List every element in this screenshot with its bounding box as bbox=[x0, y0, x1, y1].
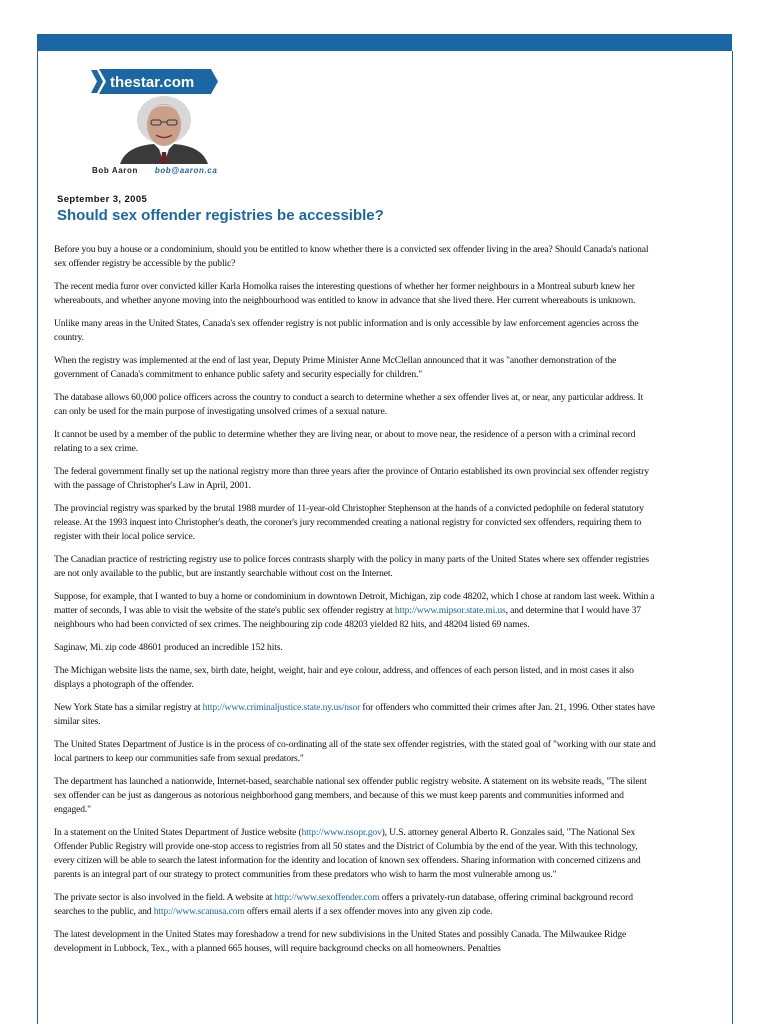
paragraph: The latest development in the United States may foreshadow a trend for new subdivisions in the United States and possibly Canada. The Milwaukee Ridge development in Lubbock, Tex., with a planned 665 houses, will require background checks on all homeowners. Penalties bbox=[54, 929, 627, 954]
paragraph bbox=[54, 891, 658, 919]
paragraph bbox=[54, 701, 658, 729]
paragraph: When the registry was implemented at the end of last year, Deputy Prime Minister Anne McClellan announced that it was "another demonstration of the government of Canada's commitment to enhance public safety and security especially for children." bbox=[54, 355, 617, 380]
paragraph: Saginaw, Mi. zip code 48601 produced an incredible 152 hits. bbox=[54, 642, 283, 653]
nsopr-link[interactable]: http://www.nsopr.gov bbox=[301, 827, 382, 838]
paragraph-text: for offenders who committed their crimes after Jan. 21, 1996. Other states have similar sites. bbox=[54, 702, 655, 727]
paragraph: The United States Department of Justice is in the process of co-ordinating all of the state sex offender registries, with the stated goal of "working with our state and local partners to keep our communities safe from sexual predators." bbox=[54, 739, 656, 764]
paragraph-text: The private sector is also involved in the field. A website at bbox=[54, 892, 275, 903]
paragraph-text: New York State has a similar registry at bbox=[54, 702, 203, 713]
article-headline: Should sex offender registries be accessible? bbox=[57, 207, 384, 224]
paragraph bbox=[54, 826, 658, 882]
author-email-link[interactable]: bob@aaron.ca bbox=[154, 166, 218, 175]
scanusa-link[interactable]: http://www.scanusa.com bbox=[153, 906, 245, 917]
paragraph-text: , and determine that I would have 37 neighbours who had been convicted of sex crimes. The neighbouring zip code 48203 yielded 82 hits, and 48204 listed 69 names. bbox=[54, 605, 641, 630]
paragraph: The database allows 60,000 police officers across the country to conduct a search to determine whether a sex offender lives at, or near, any particular address. It can only be used for the main purpose of investigating unsolved crimes of a sexual nature. bbox=[54, 392, 644, 417]
paragraph-text: ), U.S. attorney general Alberto R. Gonzales said, "The National Sex Offender Public Registry will provide one-stop access to registries from all 50 states and the District of Columbia by the end of the year. With this technology, every citizen will be able to search the latest information for the identity and location of known sex offenders. Sharing information with concerned citizens and parents is an integral part of our strategy to protect communities from these predators who wish to harm the most vulnerable among us." bbox=[54, 827, 641, 880]
logo-text: thestar.com bbox=[110, 74, 195, 91]
author-byline bbox=[92, 166, 217, 175]
paragraph-text: offers a privately-run database, offering criminal background record searches to the public, and bbox=[54, 892, 633, 917]
article-date: September 3, 2005 bbox=[57, 194, 148, 205]
nsor-link[interactable]: http://www.criminaljustice.state.ny.us/nsor bbox=[202, 702, 361, 713]
paragraph-text: offers email alerts if a sex offender moves into any given zip code. bbox=[244, 906, 493, 917]
paragraph: The Michigan website lists the name, sex, birth date, height, weight, hair and eye colour, address, and offences of each person listed, and in most cases it also displays a photograph of the offender. bbox=[54, 665, 634, 690]
top-banner-bar bbox=[37, 34, 732, 51]
paragraph: The department has launched a nationwide, Internet-based, searchable national sex offender public registry website. A statement on its website reads, "The silent sex offender can be just as dangerous as notorious neighborhood gang members, and because of this we must keep parents and communities informed and engaged." bbox=[54, 776, 647, 815]
paragraph: The federal government finally set up the national registry more than three years after the province of Ontario established its own provincial sex offender registry with the passage of Christopher's Law in April, 2001. bbox=[54, 466, 649, 491]
author-name: Bob Aaron bbox=[92, 166, 138, 175]
paragraph: The provincial registry was sparked by the brutal 1988 murder of 11-year-old Christopher Stephenson at the hands of a convicted pedophile on federal statutory release. At the 1993 inquest into Christopher's death, the coroner's jury recommended creating a national registry for convicted sex offenders, requiring them to register with their local police service. bbox=[54, 503, 644, 542]
paragraph: It cannot be used by a member of the public to determine whether they are living near, or about to move near, the residence of a person with a criminal record relating to a sex crime. bbox=[54, 429, 636, 454]
sexoffender-link[interactable]: http://www.sexoffender.com bbox=[274, 892, 380, 903]
mipsor-link[interactable]: http://www.mipsor.state.mi.us bbox=[394, 605, 506, 616]
paragraph bbox=[54, 590, 658, 632]
paragraph: The Canadian practice of restricting registry use to police forces contrasts sharply with the policy in many parts of the United States where sex offender registries are not only available to the public, but are instantly searchable without cost on the Internet. bbox=[54, 554, 650, 579]
article-body bbox=[54, 243, 658, 965]
author-portrait bbox=[114, 94, 212, 164]
thestar-logo[interactable] bbox=[91, 68, 219, 95]
paragraph-text: Suppose, for example, that I wanted to buy a home or condominium in downtown Detroit, Michigan, zip code 48202, which I chose at random last week. Within a matter of seconds, I was able to visit the website of the state's public sex offender registry at bbox=[54, 591, 655, 616]
paragraph: The recent media furor over convicted killer Karla Homolka raises the interesting questions of whether her former neighbours in a Montreal suburb knew her whereabouts, and whether anyone moving into the neighbourhood was entitled to know in advance that she lived there. Her current whereabouts is unknown. bbox=[54, 281, 636, 306]
paragraph: Before you buy a house or a condominium, should you be entitled to know whether there is a convicted sex offender living in the area? Should Canada's national sex offender registry be accessible by the public? bbox=[54, 244, 649, 269]
paragraph-text: In a statement on the United States Department of Justice website ( bbox=[54, 827, 302, 838]
paragraph: Unlike many areas in the United States, Canada's sex offender registry is not public information and is only accessible by law enforcement agencies across the country. bbox=[54, 318, 639, 343]
